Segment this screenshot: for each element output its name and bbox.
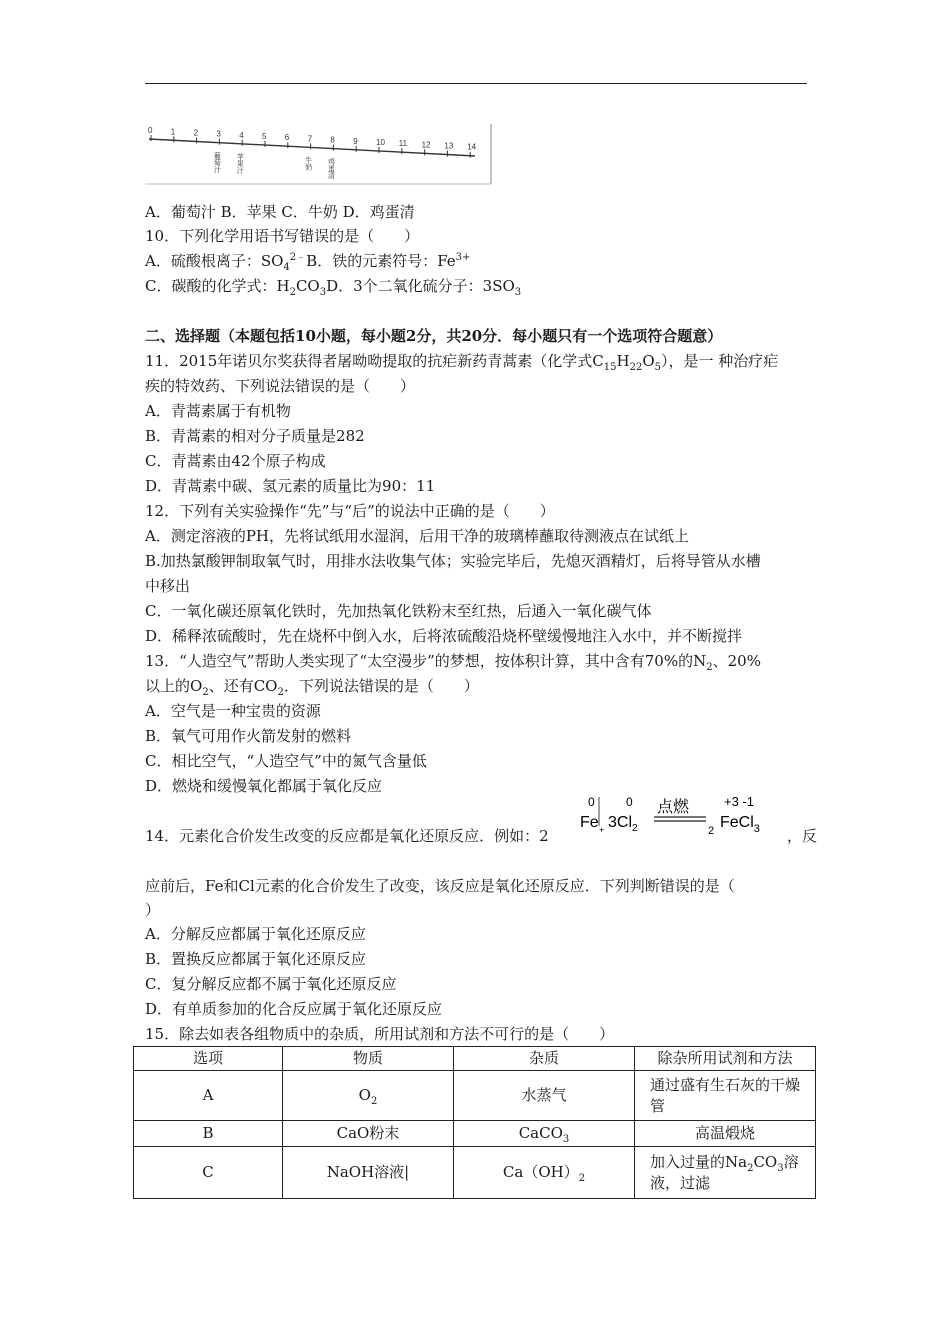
q13-stem-line1: 13．“人造空气”帮助人类实现了“太空漫步”的梦想，按体积计算，其中含有70%的$N_2$、20% bbox=[145, 652, 761, 673]
q12-option-b-line2: 中移出 bbox=[145, 577, 191, 595]
q11-stem-line1: 11．2015年诺贝尔奖获得者屠呦呦提取的抗疟新药青蒿素（化学式$C_{15}H_{22}O_5$），是一 种治疗疟 bbox=[145, 352, 779, 373]
q15-stem: 15．除去如表各组物质中的杂质，所用试剂和方法不可行的是（ ） bbox=[145, 1025, 615, 1043]
table-header: 除杂所用试剂和方法 bbox=[635, 1047, 816, 1071]
ph-tick-label: 9 bbox=[353, 136, 358, 146]
q11-option-d: D．青蒿素中碳、氢元素的质量比为90：11 bbox=[145, 477, 436, 495]
table-row bbox=[134, 1071, 816, 1121]
table-header: 选项 bbox=[134, 1047, 283, 1071]
ph-tick-label: 13 bbox=[444, 141, 454, 151]
q11-option-b: B．青蒿素的相对分子质量是282 bbox=[145, 427, 365, 445]
ph-tick-label: 8 bbox=[330, 135, 335, 145]
q10-option-cd: C．碳酸的化学式：$H_2CO_3D$．3个二氧化硫分子：$3SO_3$ bbox=[145, 277, 522, 298]
q11-option-c: C．青蒿素由42个原子构成 bbox=[145, 452, 326, 470]
row-impurity: $Ca(OH)_2$ bbox=[454, 1147, 635, 1199]
q11-stem-line2: 疾的特效药、下列说法错误的是（ ） bbox=[145, 377, 416, 395]
product-formula: FeCl$_3$ bbox=[720, 814, 760, 834]
q12-option-a: A．测定溶液的PH，先将试纸用水湿润，后用干净的玻璃棒蘸取待测液点在试纸上 bbox=[145, 527, 690, 545]
row-substance: $O_2$ bbox=[283, 1071, 454, 1121]
fe-valence: 0 bbox=[588, 795, 595, 809]
ph-tick-label: 12 bbox=[421, 140, 431, 150]
q13-option-a: A．空气是一种宝贵的资源 bbox=[145, 702, 321, 720]
q12-stem: 12．下列有关实验操作“先”与“后”的说法中正确的是（ ） bbox=[145, 502, 555, 520]
product-valences: +3 -1 bbox=[724, 794, 754, 809]
q14-stem-line2: 应前后，Fe和Cl元素的化合价发生了改变，该反应是氧化还原反应．下列判断错误的是（ bbox=[145, 877, 735, 895]
row-option: C bbox=[134, 1147, 283, 1199]
q10-stem: 10．下列化学用语书写错误的是（ ） bbox=[145, 227, 420, 245]
product-coefficient: 2 bbox=[708, 825, 715, 834]
q9-options: A．葡萄汁 B．苹果 C．牛奶 D．鸡蛋清 bbox=[145, 203, 415, 221]
q11-option-a: A．青蒿素属于有机物 bbox=[145, 402, 291, 420]
q14-option-c: C．复分解反应都不属于氧化还原反应 bbox=[145, 975, 397, 993]
q12-option-c: C．一氧化碳还原氧化铁时，先加热氧化铁粉末至红热，后通入一氧化碳气体 bbox=[145, 602, 652, 620]
ph-tick-label: 0 bbox=[148, 126, 153, 136]
ph-tick-label: 14 bbox=[467, 142, 477, 152]
header-rule bbox=[145, 83, 807, 84]
q14-stem-line1: 14．元素化合价发生改变的反应都是氧化还原反应．例如：2 bbox=[145, 827, 549, 845]
q12-option-d: D．稀释浓硫酸时，先在烧杯中倒入水，后将浓硫酸沿烧杯壁缓慢地注入水中，并不断搅拌 bbox=[145, 627, 743, 645]
row-option: B bbox=[134, 1121, 283, 1147]
row-impurity: CaCO$_3$ bbox=[454, 1121, 635, 1147]
table-header-row bbox=[134, 1047, 816, 1071]
q13-stem-line2: 以上的$O_2$、还有$CO_2$．下列说法错误的是（ ） bbox=[145, 677, 479, 698]
ph-substance-label: 葡萄汁 bbox=[213, 151, 222, 173]
ph-tick-label: 5 bbox=[262, 132, 267, 142]
row-method: 通过盛有生石灰的干燥管 bbox=[635, 1071, 816, 1121]
q14-option-d: D．有单质参加的化合反应属于氧化还原反应 bbox=[145, 1000, 443, 1018]
row-option: A bbox=[134, 1071, 283, 1121]
ph-substance-label: 苹果汁 bbox=[236, 152, 245, 174]
section-2-heading: 二、选择题（本题包括10小题，每小题2分，共20分．每小题只有一个选项符合题意） bbox=[145, 327, 723, 345]
ph-tick-label: 6 bbox=[284, 133, 290, 143]
cl2-term: $3Cl_2$ bbox=[608, 814, 638, 834]
q13-option-d: D．燃烧和缓慢氧化都属于氧化反应 bbox=[145, 777, 383, 795]
ph-tick-label: 4 bbox=[239, 130, 244, 140]
q15-table bbox=[133, 1046, 816, 1199]
q13-option-b: B．氧气可用作火箭发射的燃料 bbox=[145, 727, 352, 745]
ph-substance-label: 鸡蛋清 bbox=[327, 157, 336, 179]
ph-tick-label: 2 bbox=[193, 128, 199, 138]
ph-tick-label: 10 bbox=[376, 137, 385, 147]
row-substance: NaOH溶液| bbox=[283, 1147, 454, 1199]
q14-option-a: A．分解反应都属于氧化还原反应 bbox=[145, 925, 366, 943]
table-row bbox=[134, 1121, 816, 1147]
table-header: 杂质 bbox=[454, 1047, 635, 1071]
ph-substance-label: 牛奶 bbox=[304, 156, 313, 171]
row-method: 加入过量的$Na_2CO_3$溶液，过滤 bbox=[635, 1147, 816, 1199]
q13-option-c: C．相比空气，“人造空气”中的氮气含量低 bbox=[145, 752, 427, 770]
q14-stem-line3: ） bbox=[145, 901, 161, 919]
q12-option-b-line1: B.加热氯酸钾制取氧气时，用排水法收集气体；实验完毕后，先熄灭酒精灯，后将导管从水槽 bbox=[145, 552, 761, 570]
row-substance: CaO粉末 bbox=[283, 1121, 454, 1147]
table-header: 物质 bbox=[283, 1047, 454, 1071]
table-row bbox=[134, 1147, 816, 1199]
row-impurity: 水蒸气 bbox=[454, 1071, 635, 1121]
ph-tick-label: 7 bbox=[307, 134, 313, 144]
ph-tick-label: 3 bbox=[216, 129, 221, 139]
q10-option-ab: A．硫酸根离子：$SO_4^{2﹣}B$．铁的元素符号：$Fe^{3+}$ bbox=[145, 252, 471, 273]
ph-tick-label: 11 bbox=[398, 139, 408, 149]
ph-scale-figure bbox=[145, 122, 493, 186]
q14-option-b: B．置换反应都属于氧化还原反应 bbox=[145, 950, 367, 968]
reaction-condition: 点燃 bbox=[657, 799, 690, 816]
ph-tick-label: 1 bbox=[170, 127, 176, 137]
q14-stem-line1-end: ，反 bbox=[787, 827, 818, 845]
row-method: 高温煅烧 bbox=[635, 1121, 816, 1147]
plus-sign: + bbox=[599, 825, 605, 834]
reaction-equation bbox=[568, 794, 788, 834]
fe-symbol: Fe bbox=[580, 814, 599, 831]
cl-valence: 0 bbox=[626, 795, 633, 809]
